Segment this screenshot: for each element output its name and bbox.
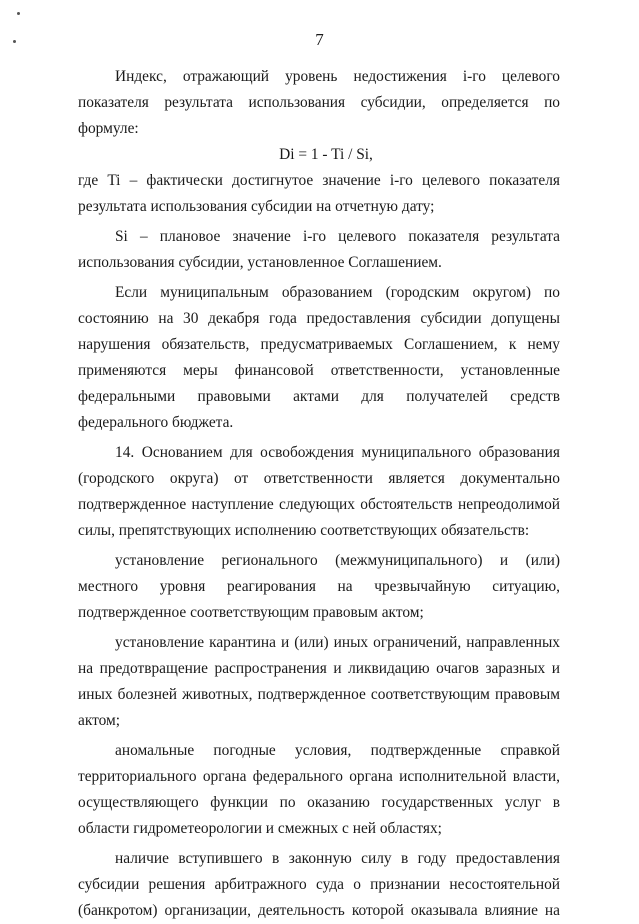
paragraph-weather: аномальные погодные условия, подтвержденные справкой территориального органа федерального органа исполнительной власти, осуществляющего функции по оказанию государственных услуг в области гидрометеорологии и смежных с ней областях; <box>78 742 560 837</box>
paragraph-quarantine: установление карантина и (или) иных ограничений, направленных на предотвращение распространения и ликвидацию очагов заразных и иных болезней животных, подтвержденное соответствующим правовым актом; <box>78 634 560 729</box>
document-body <box>78 64 560 924</box>
paragraph-ti-definition: где Ti – фактически достигнутое значение i-го целевого показателя результата использования субсидии на отчетную дату; <box>78 172 560 215</box>
paragraph-clause-14: 14. Основанием для освобождения муниципального образования (городского округа) от ответственности является документально подтвержденное наступление следующих обстоятельств непреодолимой силы, препятствующих исполнению соответствующих обязательств: <box>78 444 560 539</box>
paragraph-index-definition: Индекс, отражающий уровень недостижения i-го целевого показателя результата использования субсидии, определяется по формуле: <box>78 68 560 137</box>
formula: Di = 1 - Ti / Si, <box>279 146 373 163</box>
paragraph-emergency: установление регионального (межмуниципального) и (или) местного уровня реагирования на чрезвычайную ситуацию, подтвержденное соответствующим правовым актом; <box>78 552 560 621</box>
paragraph-court-decision: наличие вступившего в законную силу в году предоставления субсидии решения арбитражного суда о признании несостоятельной (банкротом) организации, деятельность которой оказывала влияние на <box>78 850 560 919</box>
page-number: 7 <box>315 30 324 49</box>
paragraph-si-definition: Si – плановое значение i-го целевого показателя результата использования субсидии, установленное Соглашением. <box>78 228 560 271</box>
scan-speck <box>17 12 20 15</box>
paragraph-violations: Если муниципальным образованием (городским округом) по состоянию на 30 декабря года предоставления субсидии допущены нарушения обязательств, предусматриваемых Соглашением, к нему применяются меры финансовой ответственности, установленные федеральными правовыми актами для получателей средств федерального бюджета. <box>78 284 560 431</box>
